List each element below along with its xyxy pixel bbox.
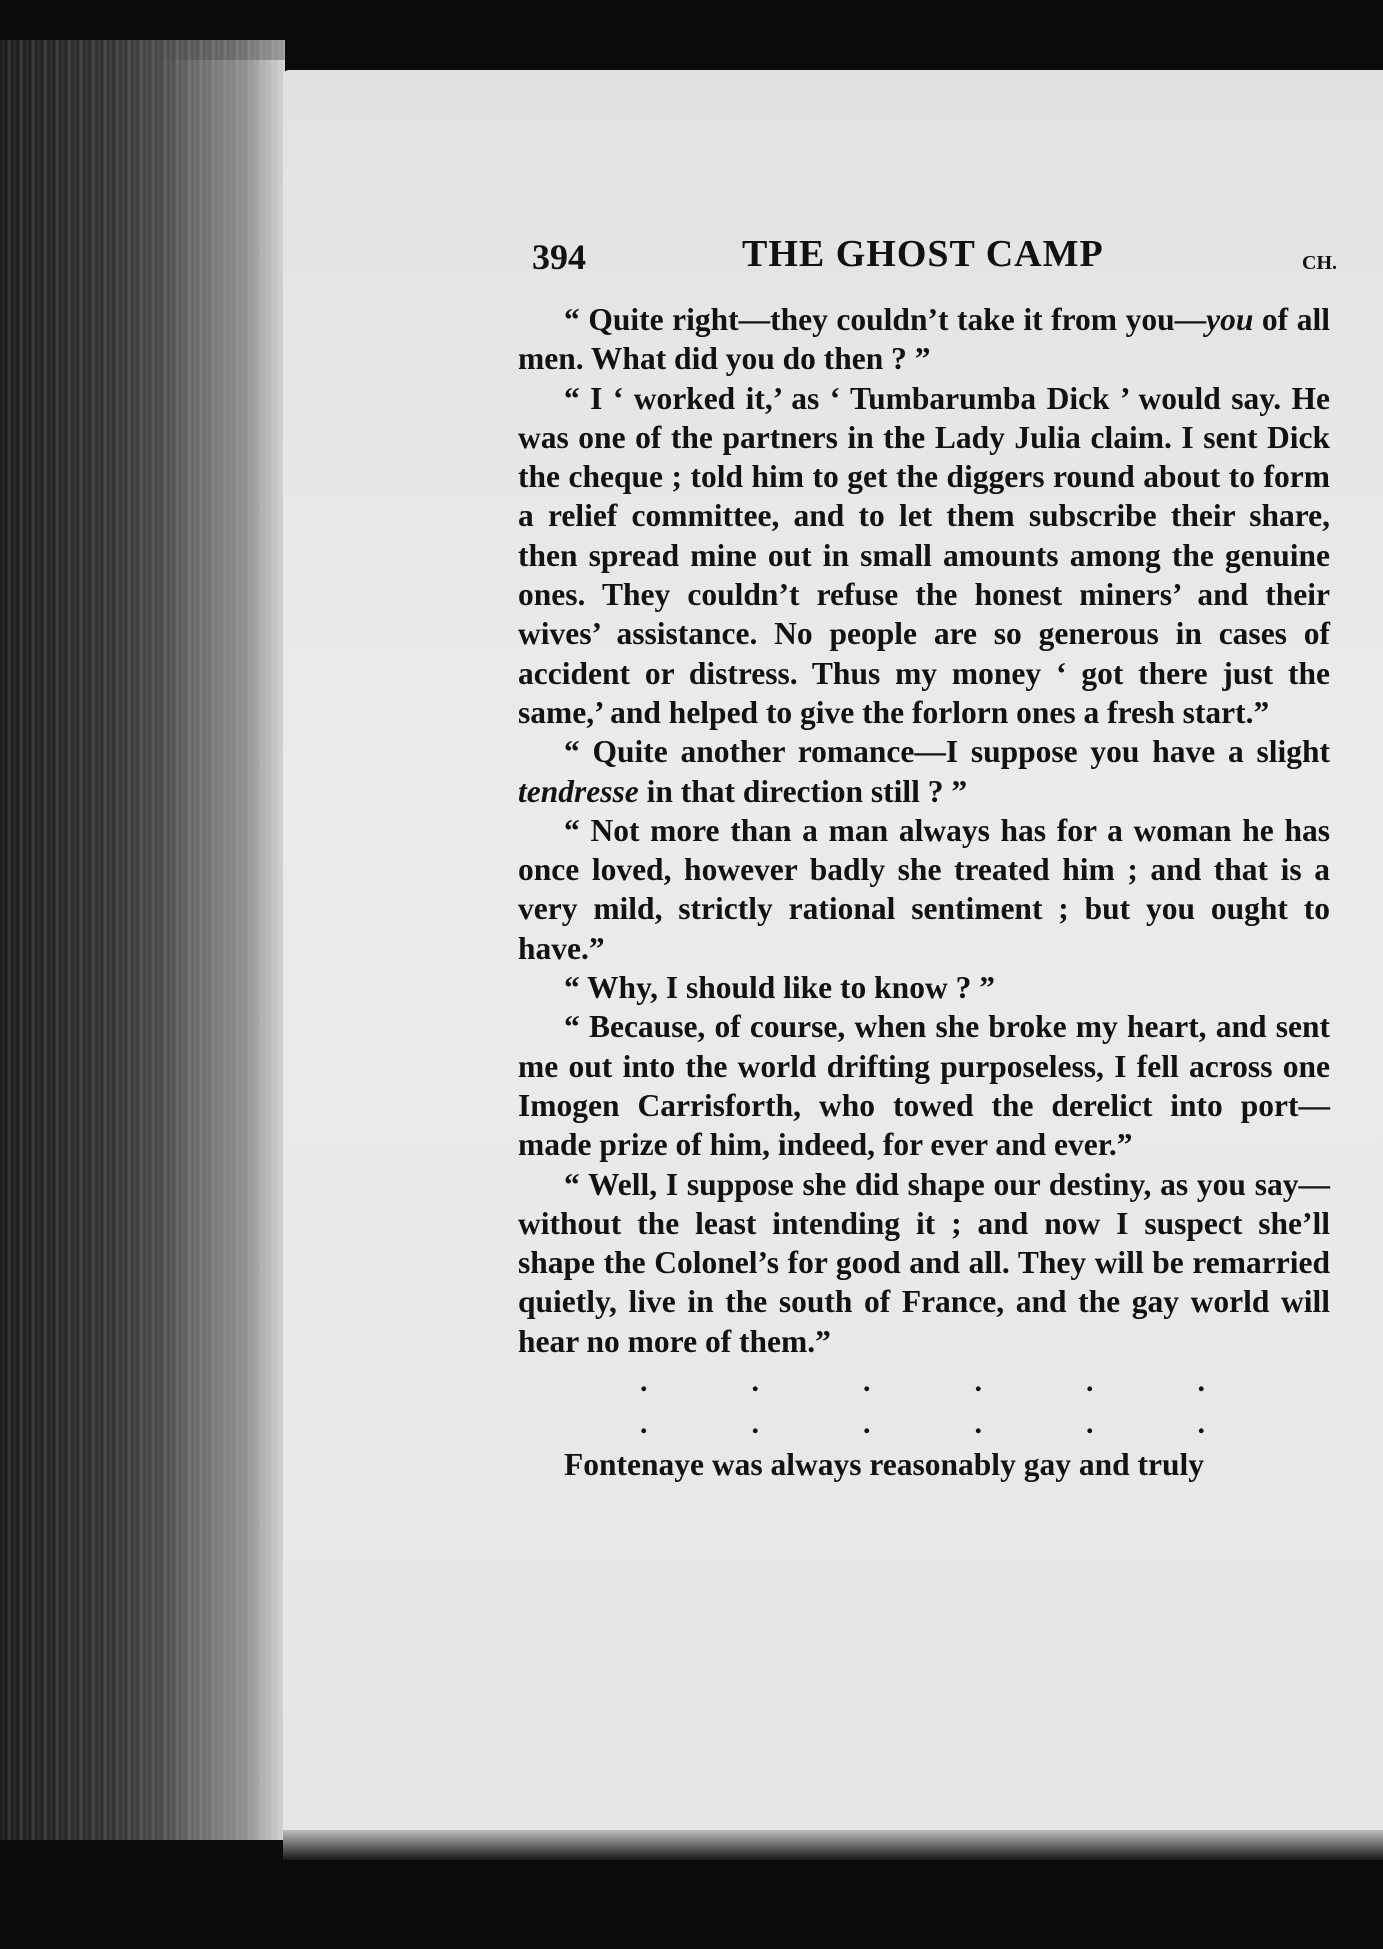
body-text <box>518 300 1330 1484</box>
running-header <box>532 232 1337 282</box>
dot: . <box>974 1365 982 1399</box>
paragraph-text: of all men. What did you do then ? ” <box>518 302 1330 377</box>
dot: . <box>974 1407 982 1441</box>
page-bottom-edge <box>283 1830 1383 1860</box>
dot: . <box>640 1407 648 1441</box>
dot: . <box>1086 1365 1094 1399</box>
dot: . <box>1197 1365 1205 1399</box>
dot: . <box>863 1407 871 1441</box>
paragraph <box>518 732 1330 811</box>
section-break-dots <box>640 1403 1205 1445</box>
dot: . <box>640 1365 648 1399</box>
paragraph-text: “ Quite another romance—I suppose you have a slight <box>564 734 1330 770</box>
paragraph-text: “ Quite right—they couldn’t take it from you— <box>564 302 1207 337</box>
dot: . <box>751 1365 759 1399</box>
paragraph: “ I ‘ worked it,’ as ‘ Tumbarumba Dick ’ would say. He was one of the partners in the Lady Julia claim. I sent Dick the cheque ; told him to get the diggers round about to form a relief committee, and to let them subscribe their share, then spread mine out in small amounts among the genuine ones. They couldn’t refuse the honest miners’ and their wives’ assistance. No people are so generous in cases of accident or distress. Thus my money ‘ got there just the same,’ and helped to give the forlorn ones a fresh start.” <box>518 380 1330 730</box>
italic-word: tendresse <box>518 773 639 809</box>
dot: . <box>1086 1407 1094 1441</box>
paragraph: “ Because, of course, when she broke my heart, and sent me out into the world drifting purposeless, I fell across one Imogen Carrisforth, who towed the derelict into port—made prize of him, indeed, for ever and ever.” <box>518 1009 1330 1163</box>
section-break-dots <box>640 1361 1205 1403</box>
dot: . <box>1197 1407 1205 1441</box>
dot: . <box>751 1407 759 1441</box>
paragraph: “ Why, I should like to know ? ” <box>564 970 995 1006</box>
final-paragraph-start: Fontenaye was always reasonably gay and truly <box>564 1447 1204 1483</box>
running-title: THE GHOST CAMP <box>742 233 1104 275</box>
page-number: 394 <box>532 237 586 277</box>
paragraph-text: in that direction still ? ” <box>638 773 968 809</box>
chapter-abbreviation: CH. <box>1302 252 1337 274</box>
italic-word: you <box>1206 302 1254 337</box>
page-edge-highlight <box>160 60 285 1840</box>
dot: . <box>863 1365 871 1399</box>
paragraph: “ Not more than a man always has for a woman he has once loved, however badly she treated him ; and that is a very mild, strictly rational sentiment ; but you ought to have.” <box>518 812 1330 966</box>
paragraph: “ Well, I suppose she did shape our destiny, as you say—without the least intending it ; and now I suspect she’ll shape the Colonel’s for good and all. They will be remarried quietly, live in the south of France, and the gay world will hear no more of them.” <box>518 1166 1330 1359</box>
paragraph <box>518 300 1330 379</box>
